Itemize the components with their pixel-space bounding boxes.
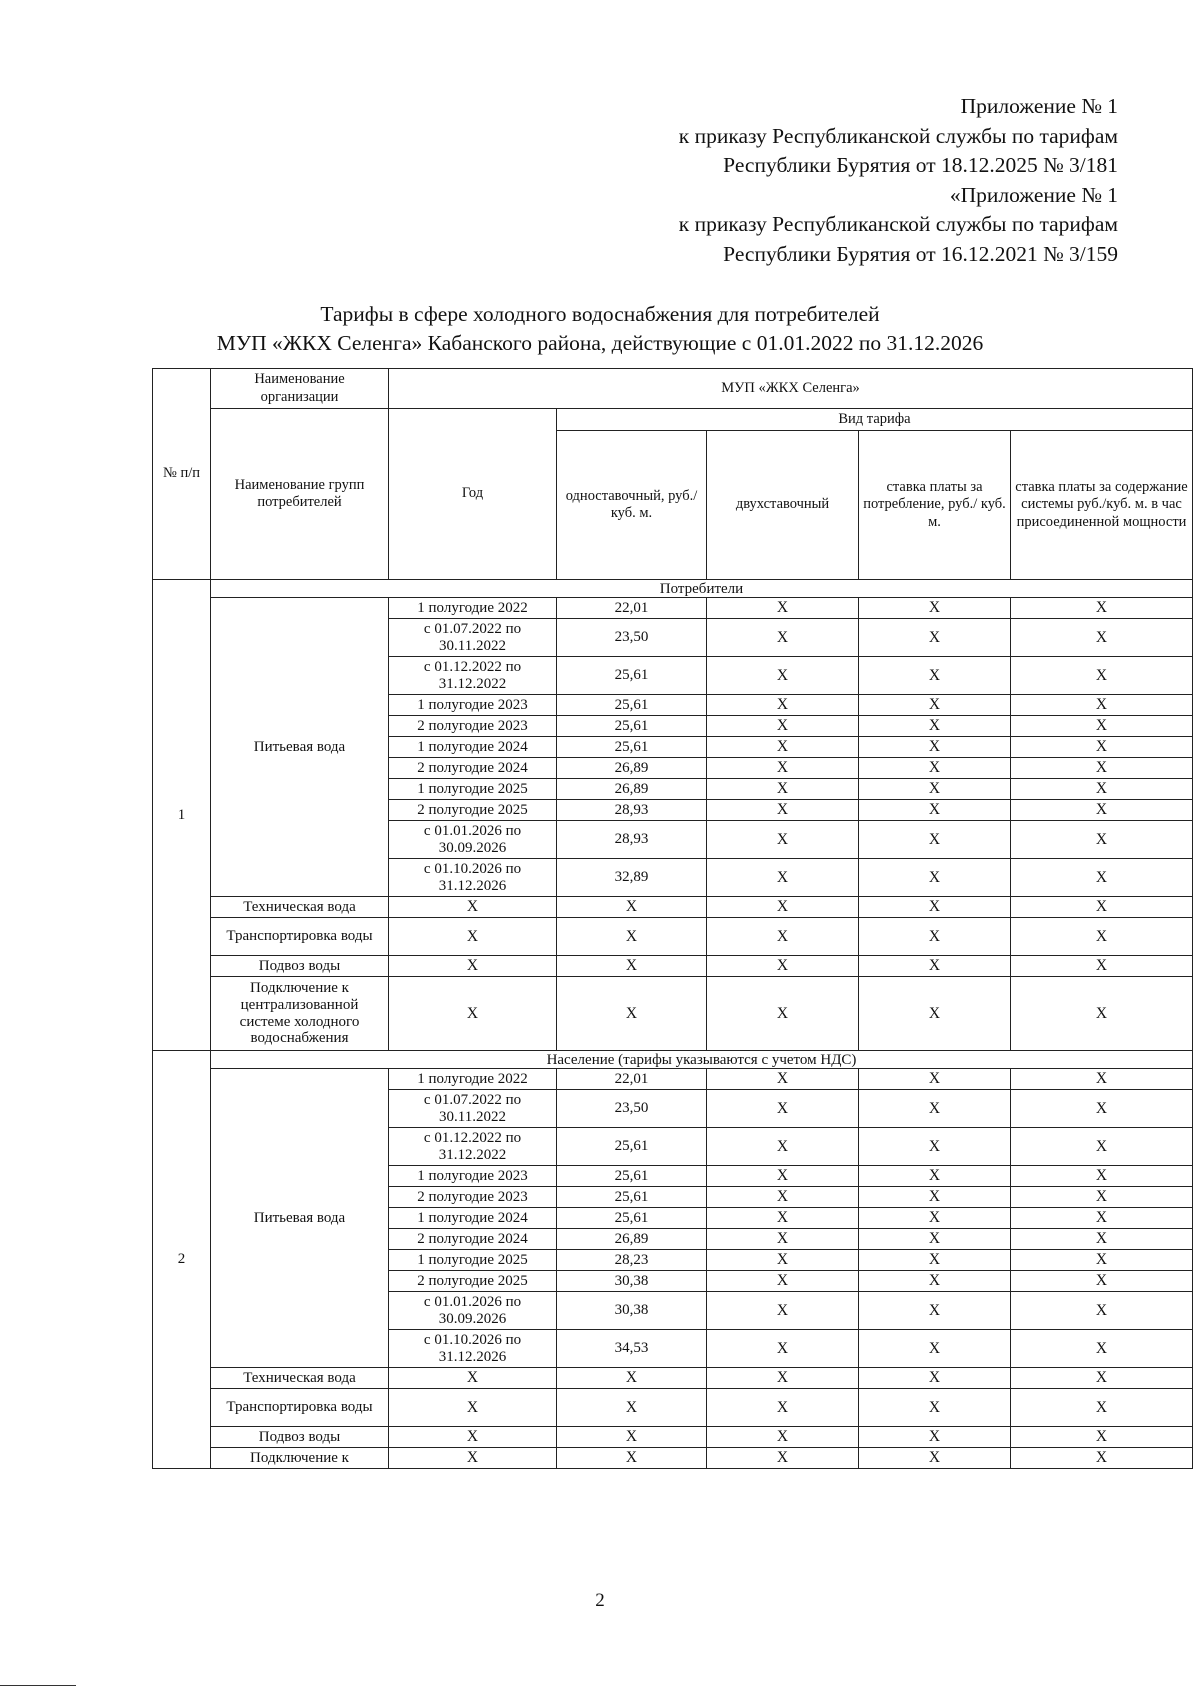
period-cell: 2 полугодие 2023 xyxy=(389,1187,557,1208)
value-cell: 28,93 xyxy=(557,821,707,859)
value-cell: Х xyxy=(707,1330,859,1368)
value-cell: Х xyxy=(707,598,859,619)
period-cell: с 01.12.2022 по 31.12.2022 xyxy=(389,1128,557,1166)
header-line: к приказу Республиканской службы по тарифам xyxy=(678,212,1118,236)
header-line: Республики Бурятия от 16.12.2021 № 3/159 xyxy=(723,241,1118,266)
period-cell: Х xyxy=(389,1368,557,1389)
value-cell: Х xyxy=(859,956,1011,977)
group-name: Подключение к централизованной системе холодного водоснабжения xyxy=(211,977,389,1051)
period-cell: 2 полугодие 2025 xyxy=(389,1271,557,1292)
value-cell: Х xyxy=(1011,1250,1193,1271)
table-row xyxy=(153,1448,1193,1469)
value-cell: 32,89 xyxy=(557,859,707,897)
period-cell: 1 полугодие 2025 xyxy=(389,779,557,800)
section-number: 1 xyxy=(153,580,211,1051)
header-single-rate: одноставочный, руб./ куб. м. xyxy=(557,431,707,580)
value-cell: Х xyxy=(707,758,859,779)
value-cell: Х xyxy=(707,737,859,758)
value-cell: 23,50 xyxy=(557,619,707,657)
table-row xyxy=(153,1368,1193,1389)
title-line: МУП «ЖКХ Селенга» Кабанского района, действующие с 01.01.2022 по 31.12.2026 xyxy=(216,331,984,355)
value-cell: 25,61 xyxy=(557,1166,707,1187)
value-cell: Х xyxy=(707,956,859,977)
value-cell: Х xyxy=(859,737,1011,758)
value-cell: Х xyxy=(707,1069,859,1090)
period-cell: Х xyxy=(389,977,557,1051)
header-line: «Приложение № 1 xyxy=(949,182,1118,207)
value-cell: Х xyxy=(707,821,859,859)
table-row xyxy=(153,1069,1193,1090)
value-cell: 25,61 xyxy=(557,657,707,695)
value-cell: Х xyxy=(707,1448,859,1469)
value-cell: 22,01 xyxy=(557,598,707,619)
value-cell: 30,38 xyxy=(557,1271,707,1292)
header-line: к приказу Республиканской службы по тарифам xyxy=(678,123,1118,148)
value-cell: Х xyxy=(1011,1448,1193,1469)
period-cell: 1 полугодие 2023 xyxy=(389,695,557,716)
group-name: Техническая вода xyxy=(211,1368,389,1389)
category-label: Потребители xyxy=(211,580,1193,598)
period-cell: Х xyxy=(389,1448,557,1469)
period-cell: 1 полугодие 2022 xyxy=(389,598,557,619)
value-cell: Х xyxy=(707,859,859,897)
tariff-table xyxy=(152,368,1193,1469)
value-cell: 34,53 xyxy=(557,1330,707,1368)
value-cell: 28,23 xyxy=(557,1250,707,1271)
value-cell: Х xyxy=(1011,1187,1193,1208)
value-cell: Х xyxy=(859,1069,1011,1090)
value-cell: Х xyxy=(707,657,859,695)
value-cell: Х xyxy=(1011,1069,1193,1090)
period-cell: 2 полугодие 2024 xyxy=(389,758,557,779)
period-cell: 1 полугодие 2025 xyxy=(389,1250,557,1271)
value-cell: Х xyxy=(1011,758,1193,779)
category-row xyxy=(153,580,1193,598)
value-cell: Х xyxy=(1011,897,1193,918)
value-cell: Х xyxy=(707,1229,859,1250)
value-cell: Х xyxy=(859,716,1011,737)
value-cell: Х xyxy=(859,619,1011,657)
group-name: Подвоз воды xyxy=(211,956,389,977)
value-cell: Х xyxy=(859,800,1011,821)
group-name: Техническая вода xyxy=(211,897,389,918)
value-cell: Х xyxy=(707,1208,859,1229)
value-cell: Х xyxy=(1011,1368,1193,1389)
value-cell: Х xyxy=(859,1208,1011,1229)
value-cell: 23,50 xyxy=(557,1090,707,1128)
value-cell: Х xyxy=(1011,1330,1193,1368)
value-cell: Х xyxy=(1011,800,1193,821)
value-cell: Х xyxy=(557,977,707,1051)
value-cell: Х xyxy=(859,977,1011,1051)
value-cell: Х xyxy=(859,1187,1011,1208)
value-cell: Х xyxy=(1011,657,1193,695)
value-cell: Х xyxy=(1011,1389,1193,1427)
value-cell: Х xyxy=(707,619,859,657)
value-cell: Х xyxy=(707,1427,859,1448)
header-num: № п/п xyxy=(153,369,211,580)
value-cell: Х xyxy=(557,1448,707,1469)
value-cell: Х xyxy=(859,1229,1011,1250)
value-cell: 26,89 xyxy=(557,1229,707,1250)
value-cell: 25,61 xyxy=(557,1208,707,1229)
document-title xyxy=(0,300,1200,358)
value-cell: Х xyxy=(707,716,859,737)
value-cell: Х xyxy=(557,897,707,918)
value-cell: Х xyxy=(707,1090,859,1128)
value-cell: Х xyxy=(859,1389,1011,1427)
value-cell: Х xyxy=(557,1368,707,1389)
period-cell: с 01.10.2026 по 31.12.2026 xyxy=(389,859,557,897)
period-cell: с 01.01.2026 по 30.09.2026 xyxy=(389,1292,557,1330)
value-cell: Х xyxy=(707,1187,859,1208)
value-cell: Х xyxy=(1011,1427,1193,1448)
period-cell: Х xyxy=(389,1427,557,1448)
table-row xyxy=(153,977,1193,1051)
value-cell: 26,89 xyxy=(557,779,707,800)
header-consumption-rate: ставка платы за потребление, руб./ куб. м. xyxy=(859,431,1011,580)
value-cell: Х xyxy=(707,897,859,918)
value-cell: Х xyxy=(1011,695,1193,716)
page-number: 2 xyxy=(595,1590,605,1611)
group-name: Транспортировка воды xyxy=(211,1389,389,1427)
table-row xyxy=(153,956,1193,977)
value-cell: Х xyxy=(1011,956,1193,977)
value-cell: Х xyxy=(707,977,859,1051)
value-cell: Х xyxy=(1011,1292,1193,1330)
period-cell: 1 полугодие 2024 xyxy=(389,1208,557,1229)
period-cell: Х xyxy=(389,1389,557,1427)
value-cell: Х xyxy=(859,1330,1011,1368)
group-name: Подвоз воды xyxy=(211,1427,389,1448)
group-name: Питьевая вода xyxy=(211,1069,389,1368)
period-cell: 1 полугодие 2023 xyxy=(389,1166,557,1187)
value-cell: 26,89 xyxy=(557,758,707,779)
value-cell: Х xyxy=(859,1090,1011,1128)
value-cell: Х xyxy=(1011,918,1193,956)
category-row xyxy=(153,1051,1193,1069)
value-cell: Х xyxy=(707,695,859,716)
value-cell: Х xyxy=(707,1368,859,1389)
header-block xyxy=(679,92,1118,269)
value-cell: Х xyxy=(859,1271,1011,1292)
section-number: 2 xyxy=(153,1051,211,1469)
period-cell: Х xyxy=(389,918,557,956)
header-line: Приложение № 1 xyxy=(960,94,1118,118)
value-cell: Х xyxy=(557,956,707,977)
value-cell: 25,61 xyxy=(557,1187,707,1208)
period-cell: Х xyxy=(389,897,557,918)
period-cell: с 01.01.2026 по 30.09.2026 xyxy=(389,821,557,859)
value-cell: Х xyxy=(707,800,859,821)
group-name: Подключение к xyxy=(211,1448,389,1469)
value-cell: Х xyxy=(1011,1271,1193,1292)
value-cell: Х xyxy=(859,1250,1011,1271)
value-cell: Х xyxy=(859,897,1011,918)
group-name: Питьевая вода xyxy=(211,598,389,897)
value-cell: Х xyxy=(859,657,1011,695)
value-cell: Х xyxy=(859,918,1011,956)
period-cell: 2 полугодие 2023 xyxy=(389,716,557,737)
table-row xyxy=(153,1389,1193,1427)
title-line: Тарифы в сфере холодного водоснабжения для потребителей xyxy=(320,302,880,326)
value-cell: Х xyxy=(707,1128,859,1166)
header-tariff-type: Вид тарифа xyxy=(557,409,1193,431)
header-org-value: МУП «ЖКХ Селенга» xyxy=(389,369,1193,409)
value-cell: Х xyxy=(1011,1090,1193,1128)
header-org-name: Наименование организации xyxy=(211,369,389,409)
value-cell: Х xyxy=(859,779,1011,800)
group-name: Транспортировка воды xyxy=(211,918,389,956)
table-row xyxy=(153,897,1193,918)
value-cell: Х xyxy=(1011,598,1193,619)
value-cell: 25,61 xyxy=(557,1128,707,1166)
value-cell: Х xyxy=(1011,716,1193,737)
value-cell: 28,93 xyxy=(557,800,707,821)
value-cell: Х xyxy=(859,821,1011,859)
period-cell: с 01.07.2022 по 30.11.2022 xyxy=(389,619,557,657)
period-cell: с 01.07.2022 по 30.11.2022 xyxy=(389,1090,557,1128)
value-cell: 22,01 xyxy=(557,1069,707,1090)
value-cell: Х xyxy=(557,1427,707,1448)
value-cell: Х xyxy=(1011,977,1193,1051)
value-cell: 25,61 xyxy=(557,695,707,716)
header-two-rate: двухставочный xyxy=(707,431,859,580)
period-cell: 1 полугодие 2022 xyxy=(389,1069,557,1090)
value-cell: Х xyxy=(1011,1229,1193,1250)
table-row xyxy=(153,1427,1193,1448)
value-cell: Х xyxy=(707,779,859,800)
value-cell: Х xyxy=(1011,821,1193,859)
value-cell: Х xyxy=(1011,1128,1193,1166)
value-cell: Х xyxy=(707,918,859,956)
period-cell: 1 полугодие 2024 xyxy=(389,737,557,758)
value-cell: Х xyxy=(707,1389,859,1427)
value-cell: Х xyxy=(707,1166,859,1187)
value-cell: Х xyxy=(1011,859,1193,897)
value-cell: Х xyxy=(557,1389,707,1427)
value-cell: 25,61 xyxy=(557,737,707,758)
value-cell: Х xyxy=(859,1292,1011,1330)
period-cell: 2 полугодие 2024 xyxy=(389,1229,557,1250)
header-year: Год xyxy=(389,409,557,580)
value-cell: Х xyxy=(1011,619,1193,657)
header-maintenance-rate: ставка платы за содержание системы руб./куб. м. в час присоединенной мощности xyxy=(1011,431,1193,580)
value-cell: Х xyxy=(1011,1208,1193,1229)
period-cell: с 01.10.2026 по 31.12.2026 xyxy=(389,1330,557,1368)
value-cell: Х xyxy=(859,758,1011,779)
table-row xyxy=(153,598,1193,619)
period-cell: с 01.12.2022 по 31.12.2022 xyxy=(389,657,557,695)
value-cell: Х xyxy=(707,1250,859,1271)
value-cell: Х xyxy=(859,1128,1011,1166)
period-cell: Х xyxy=(389,956,557,977)
edge-line xyxy=(0,1685,76,1686)
category-label: Население (тарифы указываются с учетом НДС) xyxy=(211,1051,1193,1069)
value-cell: 30,38 xyxy=(557,1292,707,1330)
table-row xyxy=(153,918,1193,956)
period-cell: 2 полугодие 2025 xyxy=(389,800,557,821)
value-cell: Х xyxy=(859,695,1011,716)
value-cell: Х xyxy=(859,1166,1011,1187)
value-cell: Х xyxy=(707,1271,859,1292)
header-line: Республики Бурятия от 18.12.2025 № 3/181 xyxy=(723,153,1118,177)
value-cell: Х xyxy=(707,1292,859,1330)
value-cell: Х xyxy=(859,598,1011,619)
value-cell: Х xyxy=(1011,779,1193,800)
value-cell: Х xyxy=(859,859,1011,897)
header-group-name: Наименование групп потребителей xyxy=(211,409,389,580)
value-cell: Х xyxy=(859,1427,1011,1448)
value-cell: Х xyxy=(1011,1166,1193,1187)
value-cell: Х xyxy=(859,1448,1011,1469)
value-cell: Х xyxy=(1011,737,1193,758)
value-cell: Х xyxy=(557,918,707,956)
value-cell: 25,61 xyxy=(557,716,707,737)
value-cell: Х xyxy=(859,1368,1011,1389)
